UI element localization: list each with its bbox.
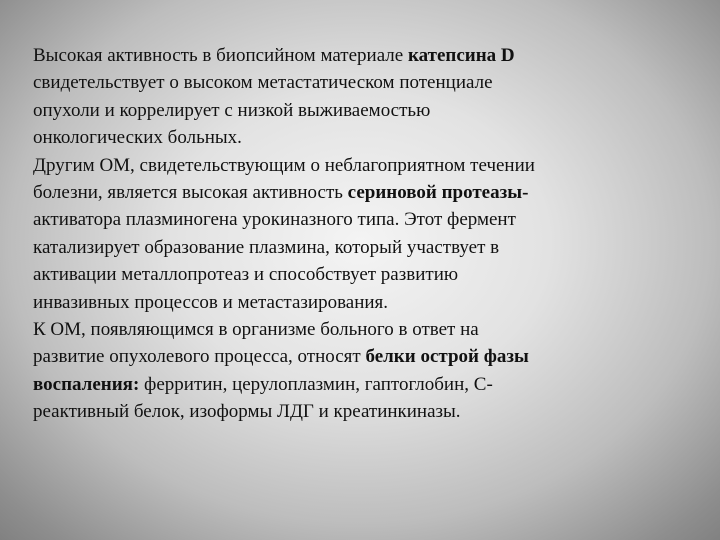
text-line (33, 124, 683, 151)
text-span: активатора плазминогена урокиназного типа. Этот фермент (33, 209, 516, 231)
highlighted-term-serine-protease: сериновой протеазы- (347, 182, 529, 204)
highlighted-term-acute-phase-proteins: белки острой фазы (365, 346, 529, 368)
text-line (33, 152, 683, 179)
text-line (33, 343, 683, 370)
text-line (33, 398, 683, 425)
text-line (33, 371, 683, 398)
text-span: К ОМ, появляющимся в организме больного в ответ на (33, 319, 479, 341)
text-line (33, 97, 683, 124)
text-span: катализирует образование плазмина, который участвует в (33, 236, 500, 258)
text-line (33, 261, 683, 288)
text-span: активации металлопротеаз и способствует развитию (33, 264, 459, 286)
text-line (33, 234, 683, 261)
text-span: Другим ОМ, свидетельствующим о неблагоприятном течении (33, 154, 535, 176)
slide-text-block (33, 42, 683, 426)
text-span: инвазивных процессов и метастазирования. (33, 291, 389, 313)
highlighted-term-cathepsin-d: катепсина D (407, 45, 515, 66)
text-span: развитие опухолевого процесса, относят (33, 346, 366, 368)
text-line (33, 42, 683, 69)
text-line (33, 289, 683, 316)
text-span: онкологических больных. (33, 127, 242, 149)
text-span: свидетельствует о высоком метастатическом потенциале (33, 72, 493, 94)
text-span: опухоли и коррелирует с низкой выживаемостью (33, 99, 431, 121)
text-line (33, 316, 683, 343)
text-line (33, 206, 683, 233)
text-line (33, 179, 683, 206)
text-span: болезни, является высокая активность (33, 182, 348, 204)
text-span: реактивный белок, изоформы ЛДГ и креатинкиназы. (33, 401, 461, 423)
text-line (33, 69, 683, 96)
text-span: Высокая активность в биопсийном материале (33, 45, 408, 66)
text-span: ферритин, церулоплазмин, гаптоглобин, С- (139, 373, 493, 395)
highlighted-term-inflammation: воспаления: (33, 373, 140, 395)
